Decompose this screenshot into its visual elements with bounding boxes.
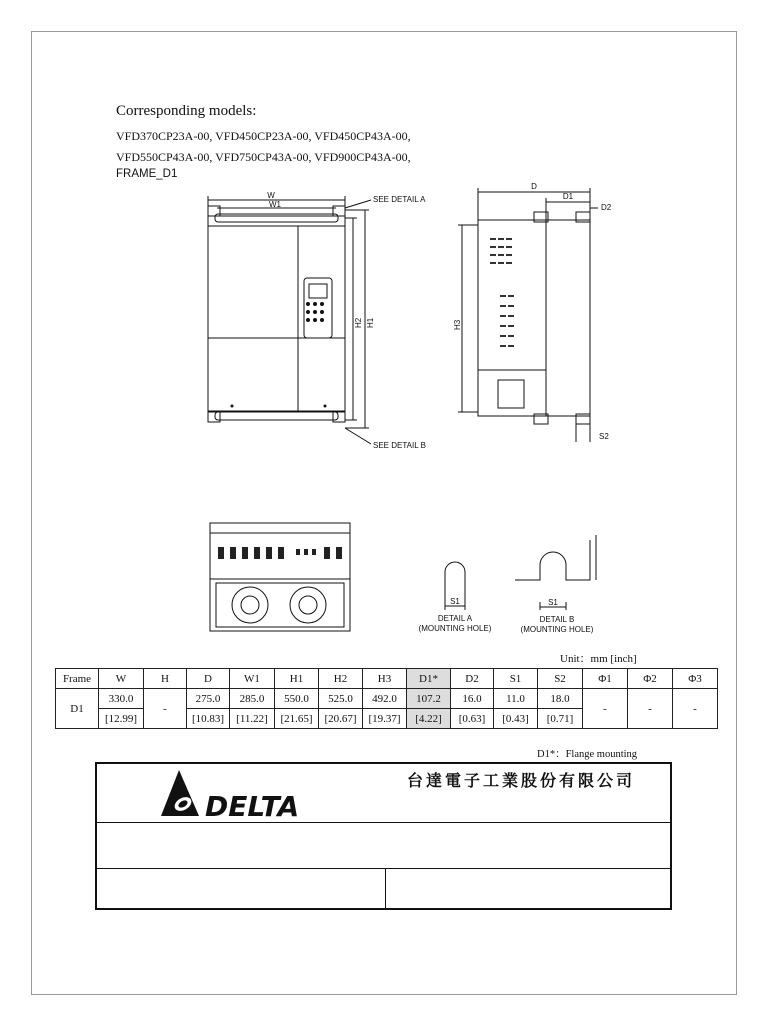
front-view-drawing (195, 188, 440, 453)
th-h3: H3 (363, 669, 407, 689)
table-row-mm (56, 689, 718, 709)
title-block-header (97, 764, 670, 823)
cell-h3-inch: [19.37] (363, 709, 407, 729)
bottom-view-drawing (208, 521, 353, 633)
th-frame: Frame (56, 669, 99, 689)
models-line-1: VFD370CP23A-00, VFD450CP23A-00, VFD450CP43A-00, (116, 129, 411, 143)
th-w: W (99, 669, 144, 689)
cell-w1-mm: 285.0 (230, 689, 275, 709)
cell-h3-mm: 492.0 (363, 689, 407, 709)
intro-block (116, 103, 516, 180)
th-phi1: Φ1 (583, 669, 628, 689)
cell-phi3: - (673, 689, 718, 729)
dim-d1-label: D1 (562, 192, 574, 201)
dim-s2-label: S2 (599, 432, 609, 441)
cell-s1-inch: [0.43] (494, 709, 538, 729)
cell-h2-mm: 525.0 (319, 689, 363, 709)
th-w1: W1 (230, 669, 275, 689)
title-block-row-2 (97, 823, 670, 869)
cell-h1-mm: 550.0 (275, 689, 319, 709)
title-block-cell-left (97, 869, 386, 908)
cell-w1-inch: [11.22] (230, 709, 275, 729)
th-d: D (187, 669, 230, 689)
detail-b-title: DETAIL B (539, 615, 575, 624)
cell-h: - (144, 689, 187, 729)
models-line-2: VFD550CP43A-00, VFD750CP43A-00, VFD900CP43A-00, (116, 150, 411, 164)
cell-w-inch: [12.99] (99, 709, 144, 729)
see-detail-b-label: SEE DETAIL B (373, 441, 426, 450)
detail-a-drawing (415, 550, 515, 640)
title-block-cell-right (386, 869, 670, 908)
th-s2: S2 (538, 669, 583, 689)
company-name: 台達電子工業股份有限公司 (407, 771, 636, 790)
dim-d2-label: D2 (601, 203, 612, 212)
th-phi3: Φ3 (673, 669, 718, 689)
detail-b-s1-label: S1 (548, 598, 558, 607)
dim-h1-label: H1 (366, 317, 375, 328)
dim-d-label: D (531, 182, 537, 191)
cell-s2-mm: 18.0 (538, 689, 583, 709)
cell-h2-inch: [20.67] (319, 709, 363, 729)
th-h2: H2 (319, 669, 363, 689)
unit-label: Unit：mm [inch] (560, 653, 637, 665)
cell-s1-mm: 11.0 (494, 689, 538, 709)
dim-w1-label: W1 (269, 200, 281, 209)
cell-h1-inch: [21.65] (275, 709, 319, 729)
cell-frame: D1 (56, 689, 99, 729)
cell-s2-inch: [0.71] (538, 709, 583, 729)
detail-a-subtitle: (MOUNTING HOLE) (418, 624, 492, 633)
flange-note: D1*：Flange mounting (537, 749, 638, 760)
th-phi2: Φ2 (628, 669, 673, 689)
cell-d-inch: [10.83] (187, 709, 230, 729)
cell-d2-mm: 16.0 (451, 689, 494, 709)
cell-d1-inch: [4.22] (407, 709, 451, 729)
cell-d2-inch: [0.63] (451, 709, 494, 729)
frame-label: FRAME_D1 (116, 168, 178, 180)
see-detail-a-label: SEE DETAIL A (373, 195, 426, 204)
dim-h3-label: H3 (453, 319, 462, 330)
table-header-row (56, 669, 718, 689)
delta-logo (157, 768, 327, 818)
dim-w-label: W (267, 191, 275, 200)
models-heading: Corresponding models: (116, 103, 257, 119)
cell-d1-mm: 107.2 (407, 689, 451, 709)
title-block (95, 762, 672, 910)
cell-d-mm: 275.0 (187, 689, 230, 709)
th-d1: D1* (407, 669, 451, 689)
th-h: H (144, 669, 187, 689)
dimension-table (55, 668, 718, 729)
th-d2: D2 (451, 669, 494, 689)
th-s1: S1 (494, 669, 538, 689)
detail-b-subtitle: (MOUNTING HOLE) (520, 625, 594, 634)
delta-wordmark: DELTA (205, 790, 300, 818)
dim-h2-label: H2 (354, 317, 363, 328)
cell-w-mm: 330.0 (99, 689, 144, 709)
cell-phi2: - (628, 689, 673, 729)
cell-phi1: - (583, 689, 628, 729)
detail-a-s1-label: S1 (450, 597, 460, 606)
th-h1: H1 (275, 669, 319, 689)
detail-a-title: DETAIL A (437, 614, 473, 623)
side-view-drawing (448, 180, 628, 450)
detail-b-drawing (510, 535, 610, 640)
